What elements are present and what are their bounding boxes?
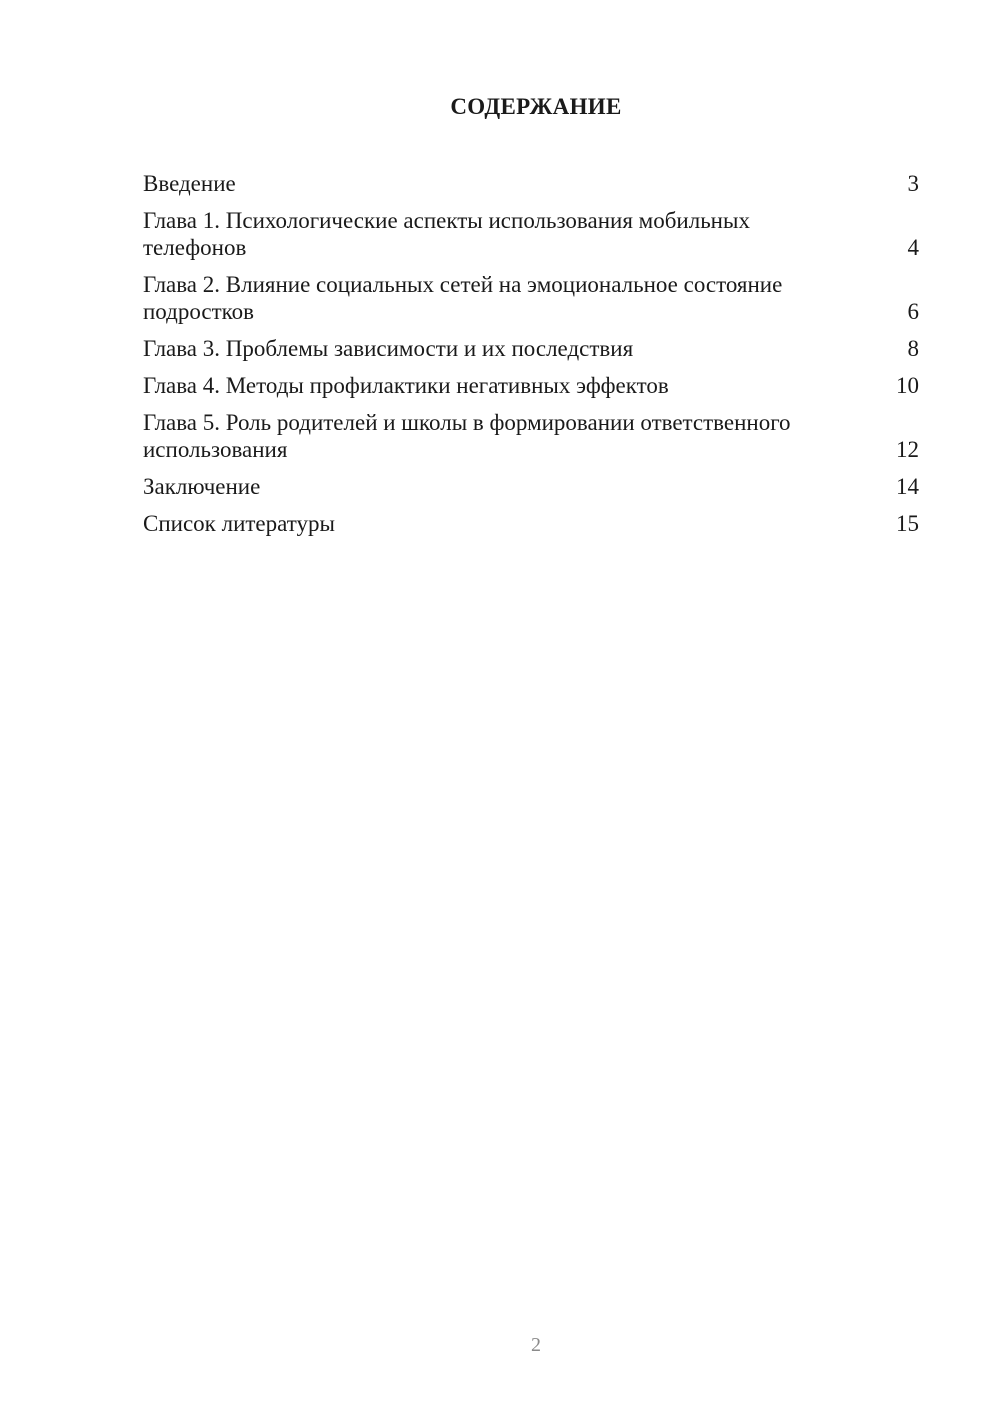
toc-entry-text: Глава 2. Влияние социальных сетей на эмоциональное состояние подростков [143,272,783,324]
toc-entry-text: Глава 5. Роль родителей и школы в формировании ответственного использования [143,410,791,462]
toc-entry-chapter-4 [143,372,919,399]
toc-entry-references [143,510,919,537]
page-title: СОДЕРЖАНИЕ [450,94,622,119]
toc-entry-text: Заключение [143,474,261,499]
toc-entry-chapter-1 [143,207,919,261]
toc-entry-text: Глава 3. Проблемы зависимости и их последствия [143,336,634,361]
toc-entry-page: 3 [907,171,919,196]
toc-entry-page: 12 [896,437,919,462]
toc-entry-text: Глава 4. Методы профилактики негативных эффектов [143,373,669,398]
toc-entry-page: 6 [907,299,919,324]
toc-entry-page: 10 [896,373,919,398]
toc-entry-text: Глава 1. Психологические аспекты использования мобильных телефонов [143,208,750,260]
toc-entry-text: Список литературы [143,511,335,536]
toc-entry-introduction [143,170,919,197]
toc-entry-chapter-2 [143,271,919,325]
toc-entry-chapter-3 [143,335,919,362]
toc-entry-page: 8 [907,336,919,361]
toc-entry-chapter-5 [143,409,919,463]
toc-entry-conclusion [143,473,919,500]
toc-entry-page: 4 [907,235,919,260]
toc-entry-page: 15 [896,511,919,536]
toc-entry-text: Введение [143,171,236,196]
toc-entry-page: 14 [896,474,919,499]
table-of-contents [143,170,919,547]
page-number: 2 [531,1334,541,1356]
